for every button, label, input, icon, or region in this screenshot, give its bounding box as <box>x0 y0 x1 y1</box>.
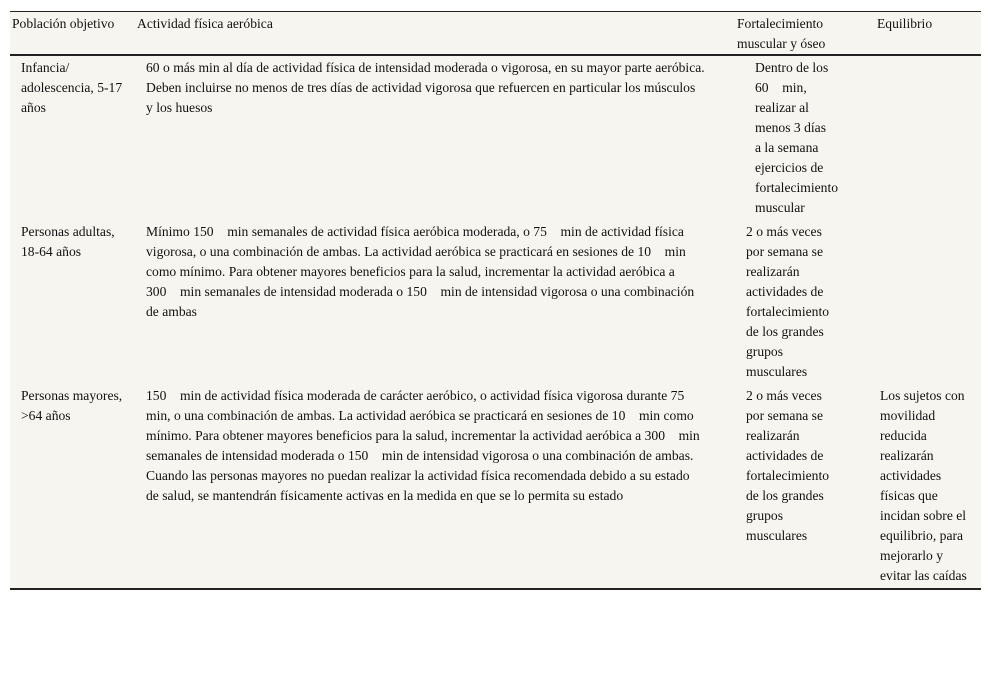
balance-cell <box>869 55 981 220</box>
recommendations-table-container <box>10 11 981 590</box>
strength-cell: 2 o más veces por semana se realizarán actividades de fortalecimiento de los grandes grupos musculares <box>746 388 830 543</box>
aerobic-cell: Mínimo 150 min semanales de actividad física aeróbica moderada, o 75 min de actividad física vigorosa, o una combinación de ambas. La actividad aeróbica se practicará en sesiones de 10 min como mínimo. Para obtener mayores beneficios para la salud, incrementar la actividad aeróbica a 300 min semanales de intensidad moderada o 150 min de intensidad vigorosa o una combinación de ambas <box>146 224 695 319</box>
strength-cell: 2 o más veces por semana se realizarán actividades de fortalecimiento de los grandes grupos musculares <box>746 224 830 379</box>
header-strength: Fortalecimiento muscular y óseo <box>735 12 869 55</box>
table-row <box>10 384 981 588</box>
population-cell: Infancia/ adolescencia, 5-17 años <box>21 60 123 115</box>
aerobic-cell: 60 o más min al día de actividad física de intensidad moderada o vigorosa, en su mayor parte aeróbica. Deben incluirse no menos de tres días de actividad vigorosa que refuercen en particular los músculos y los huesos <box>146 60 705 115</box>
header-population: Población objetivo <box>10 12 135 55</box>
aerobic-cell: 150 min de actividad física moderada de carácter aeróbico, o actividad física vigorosa durante 75 min, o una combinación de ambas. La actividad aeróbica se practicará en sesiones de 10 min como mínimo. Para obtener mayores beneficios para la salud, incrementar la actividad aeróbica a 300 min semanales de intensidad moderada o 150 min de intensidad vigorosa o una combinación de ambas. Cuando las personas mayores no puedan realizar la actividad física recomendada debido a su estado de salud, se mantendrán físicamente activas en la medida en que se lo permita su estado <box>146 388 700 503</box>
header-aerobic: Actividad física aeróbica <box>135 12 735 55</box>
balance-cell: Los sujetos con movilidad reducida realizarán actividades físicas que incidan sobre el equilibrio, para mejorarlo y evitar las caídas <box>880 388 967 583</box>
population-cell: Personas adultas, 18-64 años <box>21 224 115 259</box>
header-balance: Equilibrio <box>869 12 981 55</box>
table-row <box>10 55 981 220</box>
population-cell: Personas mayores, >64 años <box>21 388 123 423</box>
table-row <box>10 220 981 384</box>
physical-activity-table <box>10 12 981 588</box>
table-header-row <box>10 12 981 55</box>
strength-cell: Dentro de los 60 min, realizar al menos 3 días a la semana ejercicios de fortalecimiento muscular <box>755 60 839 215</box>
balance-cell <box>869 220 981 384</box>
